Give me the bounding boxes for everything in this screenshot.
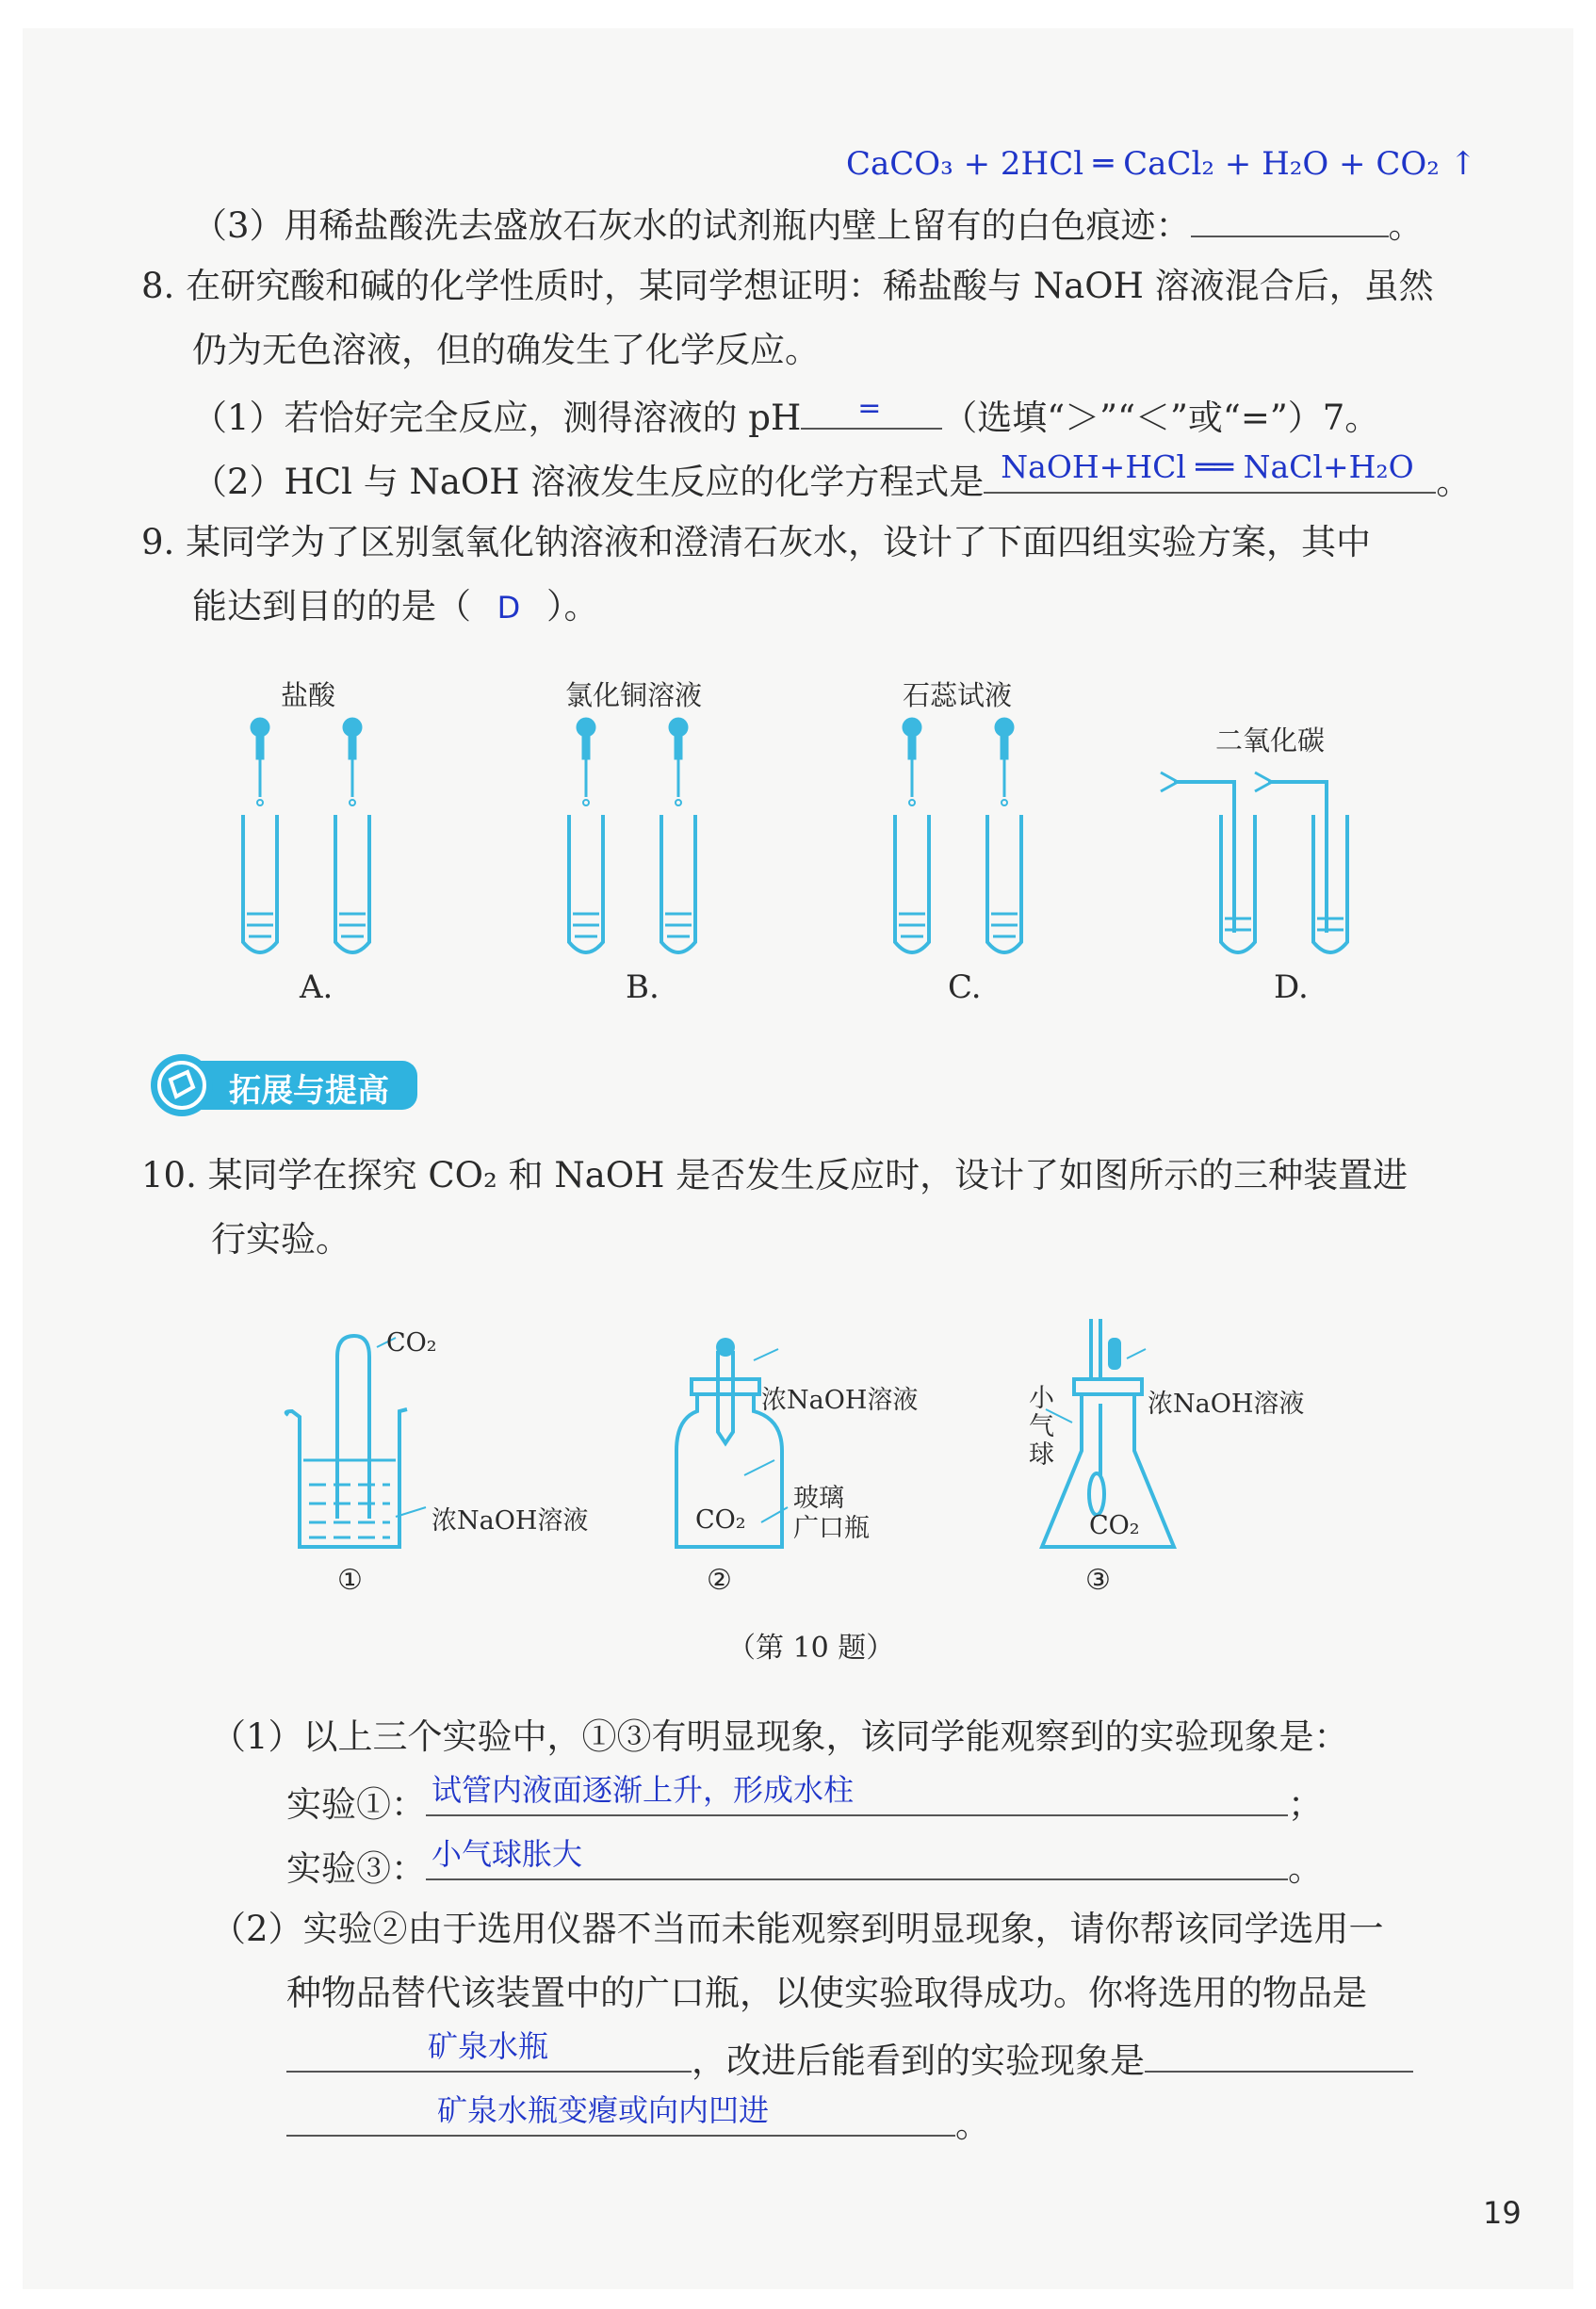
q9-figure: [0, 659, 1596, 1017]
test-tube-d1: [1161, 772, 1255, 952]
dropper-c2: [995, 718, 1014, 805]
q10-exp3: 实验③： 小气球胀大 。: [286, 1843, 1323, 1892]
fig2-glass-label: 玻璃: [793, 1484, 844, 1513]
fig3-co2-label: CO₂: [1089, 1511, 1140, 1540]
reagent-label-d: 二氧化碳: [1215, 724, 1326, 756]
section-badge: [146, 1053, 421, 1117]
fig1-naoh-label: 浓NaOH溶液: [432, 1506, 589, 1536]
q10-part2-answer2: 矿泉水瓶变瘪或向内凹进: [437, 2092, 770, 2128]
q9-line2-prefix: 能达到目的的是（: [192, 586, 471, 626]
dropper-b2: [669, 718, 688, 805]
test-tube-b1: [569, 815, 603, 952]
q8-part2: （2）HCl 与 NaOH 溶液发生反应的化学方程式是 NaOH+HCl ══ NaCl+H₂O 。: [192, 456, 1471, 505]
q7-part3-blank[interactable]: [1191, 200, 1389, 237]
q10-part2-blank2a[interactable]: [1145, 2035, 1413, 2073]
q9-answer: D: [497, 590, 521, 626]
fig2-bottle-label: 广口瓶: [793, 1514, 870, 1543]
q10-exp3-blank[interactable]: [426, 1836, 1288, 1880]
q8-part1-answer: =: [857, 392, 882, 425]
q10-exp3-answer: 小气球胀大: [432, 1836, 583, 1872]
test-tube-c2: [987, 815, 1021, 952]
q7-part3-text: （3）用稀盐酸洗去盛放石灰水的试剂瓶内壁上留有的白色痕迹：: [192, 205, 1191, 246]
fig2-number: ②: [707, 1564, 732, 1597]
page-number: 19: [1483, 2195, 1522, 2231]
reagent-label-c: 石蕊试液: [903, 679, 1013, 711]
test-tube-d2: [1255, 772, 1347, 952]
test-tube-c1: [895, 815, 929, 952]
q8-part2-answer: NaOH+HCl ══ NaCl+H₂O: [1001, 448, 1414, 485]
q10-line1: 10. 某同学在探究 CO₂ 和 NaOH 是否发生反应时，设计了如图所示的三种装置进: [141, 1155, 1409, 1195]
q10-exp3-label: 实验③：: [286, 1848, 426, 1889]
q10-exp1: 实验①： 试管内液面逐渐上升，形成水柱 ；: [286, 1779, 1323, 1828]
fig3-balloon-label: 小气球: [1029, 1384, 1054, 1470]
q8-line2: 仍为无色溶液，但的确发生了化学反应。: [192, 330, 820, 370]
dropper-b1: [577, 718, 595, 805]
dropper-bulb-2: [716, 1338, 735, 1357]
q10-part2-line2: 种物品替代该装置中的广口瓶，以使实验取得成功。你将选用的物品是: [286, 1973, 1367, 2013]
top-equation: CaCO₃ + 2HCl ═ CaCl₂ + H₂O + CO₂ ↑: [846, 145, 1477, 183]
test-tube-a2: [335, 815, 369, 952]
q10-exp1-label: 实验①：: [286, 1784, 426, 1825]
q9-line2: [192, 584, 599, 630]
q8-part2-blank[interactable]: [984, 448, 1436, 494]
test-tube-b2: [661, 815, 695, 952]
figure-caption: （第 10 题）: [727, 1632, 895, 1665]
test-tube-a1: [243, 815, 277, 952]
section-badge-text: 拓展与提高: [229, 1072, 389, 1110]
q10-part2-answer1: 矿泉水瓶: [428, 2028, 549, 2064]
reagent-label-b: 氯化铜溶液: [565, 679, 703, 711]
q10-part2-line3: [286, 2028, 1413, 2084]
q10-figure: [0, 1300, 1596, 1611]
q10-line2: 行实验。: [211, 1219, 350, 1260]
dropper-a2: [343, 718, 362, 805]
q8-part1-blank[interactable]: [801, 392, 942, 430]
option-c: C.: [948, 968, 982, 1006]
q10-part2-line4: 矿泉水瓶变瘪或向内凹进 。: [286, 2099, 990, 2148]
q8-line1: 8. 在研究酸和碱的化学性质时，某同学想证明：稀盐酸与 NaOH 溶液混合后，虽然: [141, 266, 1434, 306]
q9-line2-suffix: ）。: [546, 586, 599, 626]
fig3-naoh-label: 浓NaOH溶液: [1148, 1390, 1305, 1419]
q10-part2-line1: （2）实验②由于选用仪器不当而未能观察到明显现象，请你帮该同学选用一: [211, 1909, 1384, 1949]
dropper-bulb-3: [1108, 1338, 1121, 1370]
reagent-label-a: 盐酸: [281, 679, 336, 711]
q8-part1-suffix: （选填“＞”“＜”或“=”）7。: [942, 398, 1380, 438]
fig3-number: ③: [1085, 1564, 1111, 1597]
q10-exp1-answer: 试管内液面逐渐上升，形成水柱: [432, 1772, 855, 1808]
fig2-co2-label: CO₂: [695, 1505, 746, 1535]
q8-part2-text: （2）HCl 与 NaOH 溶液发生反应的化学方程式是: [192, 462, 985, 502]
option-a: A.: [300, 968, 334, 1006]
q10-part2-blank1[interactable]: [286, 2028, 692, 2073]
fig1-co2-label: CO₂: [386, 1328, 437, 1358]
beaker-apparatus: [286, 1336, 426, 1547]
fig1-number: ①: [337, 1564, 363, 1597]
q10-part1-intro: （1）以上三个实验中，①③有明显现象，该同学能观察到的实验现象是：: [211, 1716, 1349, 1757]
q10-part2-mid: ，改进后能看到的实验现象是: [692, 2041, 1145, 2081]
q9-line1: 9. 某同学为了区别氢氧化钠溶液和澄清石灰水，设计了下面四组实验方案，其中: [141, 522, 1372, 562]
dropper-a1: [251, 718, 269, 805]
option-b: B.: [626, 968, 660, 1006]
dropper-c1: [903, 718, 921, 805]
q8-part1: [192, 392, 1379, 441]
option-d: D.: [1274, 968, 1309, 1006]
q7-part3: （3）用稀盐酸洗去盛放石灰水的试剂瓶内壁上留有的白色痕迹： 。: [192, 200, 1424, 249]
fig2-naoh-label: 浓NaOH溶液: [761, 1386, 919, 1415]
q8-part1-text: （1）若恰好完全反应，测得溶液的 pH: [192, 398, 802, 438]
q10-part2-blank2b[interactable]: [286, 2092, 955, 2137]
q10-exp1-blank[interactable]: [426, 1772, 1288, 1816]
